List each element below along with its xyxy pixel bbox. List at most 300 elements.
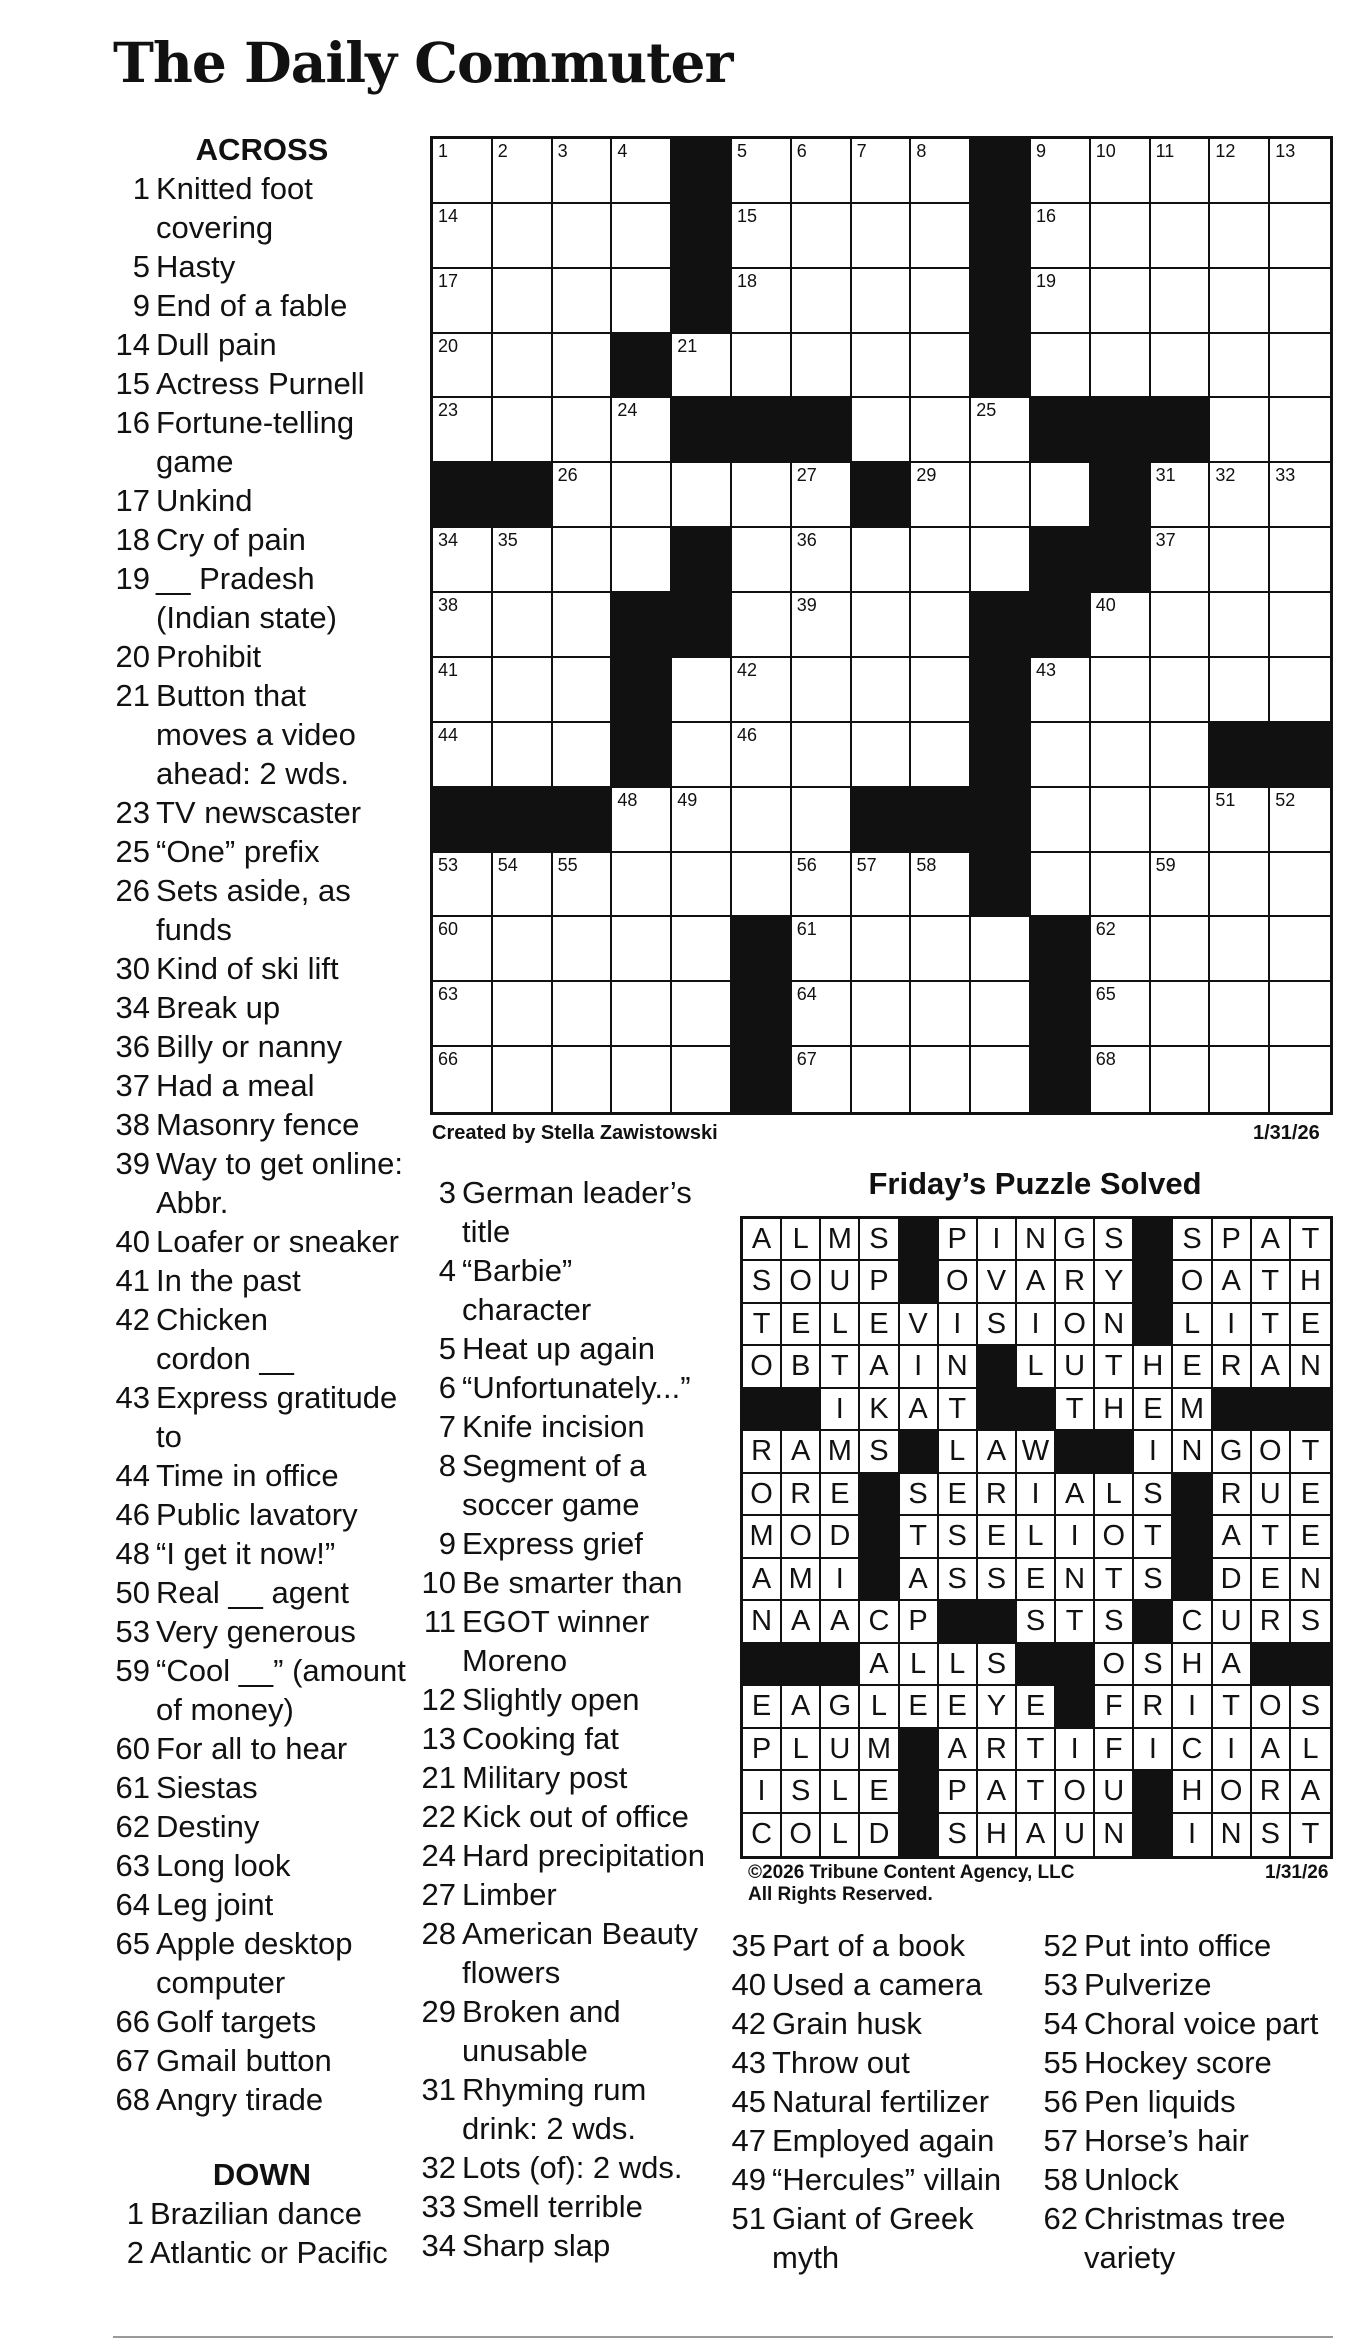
down-clues-col4: [1040, 1926, 1340, 2277]
grid-cell[interactable]: [1270, 398, 1330, 463]
solved-black-square: [1173, 1516, 1212, 1558]
clue-number: 35: [731, 1928, 766, 1963]
grid-cell[interactable]: [852, 658, 912, 723]
grid-cell[interactable]: [1210, 982, 1270, 1047]
grid-cell[interactable]: [1151, 463, 1211, 528]
solved-cell: [782, 1474, 821, 1516]
grid-cell[interactable]: [612, 204, 672, 269]
grid-cell[interactable]: [612, 982, 672, 1047]
clue-text: [462, 1251, 718, 1329]
grid-cell[interactable]: [911, 982, 971, 1047]
grid-cell[interactable]: [1091, 982, 1151, 1047]
grid-cell[interactable]: [792, 723, 852, 788]
grid-cell[interactable]: [1031, 788, 1091, 853]
clue-text: [772, 1926, 1018, 1965]
grid-cell[interactable]: [493, 139, 553, 204]
grid-cell[interactable]: [1270, 334, 1330, 399]
black-square: [672, 269, 732, 334]
grid-cell[interactable]: [1031, 463, 1091, 528]
grid-cell[interactable]: [1270, 658, 1330, 723]
grid-cell[interactable]: [792, 139, 852, 204]
clue-number: 5: [438, 1331, 456, 1366]
clue-text-line: Be smarter than: [462, 1565, 683, 1600]
grid-cell[interactable]: [672, 982, 732, 1047]
grid-cell[interactable]: [1091, 788, 1151, 853]
clue-text: [156, 1651, 412, 1729]
grid-cell[interactable]: [1091, 139, 1151, 204]
grid-cell[interactable]: [911, 334, 971, 399]
grid-cell[interactable]: [493, 593, 553, 658]
clue-text: [462, 1407, 718, 1446]
grid-cell[interactable]: [612, 463, 672, 528]
grid-cell[interactable]: [732, 528, 792, 593]
grid-cell[interactable]: [911, 853, 971, 918]
grid-cell[interactable]: [1270, 269, 1330, 334]
grid-cell[interactable]: [1270, 204, 1330, 269]
grid-cell[interactable]: [553, 1047, 613, 1112]
grid-cell[interactable]: [553, 269, 613, 334]
grid-cell[interactable]: [1151, 593, 1211, 658]
grid-cell[interactable]: [553, 463, 613, 528]
grid-cell[interactable]: [493, 269, 553, 334]
grid-cell[interactable]: [493, 982, 553, 1047]
grid-cell[interactable]: [1091, 853, 1151, 918]
grid-cell[interactable]: [1091, 658, 1151, 723]
grid-cell[interactable]: [1270, 139, 1330, 204]
solved-cell: [1252, 1771, 1291, 1813]
cell-number: 41: [438, 659, 459, 680]
grid-cell[interactable]: [732, 723, 792, 788]
grid-cell[interactable]: [1031, 204, 1091, 269]
solved-black-square: [1056, 1644, 1095, 1686]
solved-black-square: [1134, 1814, 1173, 1856]
solved-cell: [860, 1346, 899, 1388]
grid-cell[interactable]: [1210, 917, 1270, 982]
grid-cell[interactable]: [493, 917, 553, 982]
grid-cell[interactable]: [553, 204, 613, 269]
grid-cell[interactable]: [672, 463, 732, 528]
grid-cell[interactable]: [553, 853, 613, 918]
grid-cell[interactable]: [1031, 139, 1091, 204]
clue-number: 12: [421, 1682, 456, 1717]
grid-cell[interactable]: [1210, 398, 1270, 463]
clue-text: [156, 1534, 412, 1573]
solved-cell: [1213, 1346, 1252, 1388]
grid-cell[interactable]: [1151, 723, 1211, 788]
grid-cell[interactable]: [612, 788, 672, 853]
grid-cell[interactable]: [1031, 334, 1091, 399]
grid-cell[interactable]: [433, 853, 493, 918]
grid-cell[interactable]: [792, 853, 852, 918]
grid-cell[interactable]: [1151, 658, 1211, 723]
grid-cell[interactable]: [732, 269, 792, 334]
clue-item: [728, 1965, 1018, 2004]
solved-letter: L: [949, 1647, 966, 1680]
grid-cell[interactable]: [732, 853, 792, 918]
solved-letter: I: [1031, 1307, 1040, 1340]
solved-letter: S: [869, 1435, 889, 1468]
grid-cell[interactable]: [553, 334, 613, 399]
solved-cell: [1213, 1814, 1252, 1856]
solved-cell: [860, 1261, 899, 1303]
clue-text-line: TV newscaster: [156, 795, 362, 830]
clue-number: 3: [438, 1175, 456, 1210]
cell-number: 19: [1036, 270, 1057, 291]
clue-text-line: Limber: [462, 1877, 557, 1912]
grid-cell[interactable]: [732, 139, 792, 204]
grid-cell[interactable]: [493, 723, 553, 788]
grid-cell[interactable]: [433, 982, 493, 1047]
grid-cell[interactable]: [1270, 788, 1330, 853]
clue-text-line: Loafer or sneaker: [156, 1224, 399, 1259]
solved-letter: D: [1220, 1562, 1242, 1595]
grid-cell[interactable]: [792, 593, 852, 658]
grid-cell[interactable]: [672, 788, 732, 853]
solved-letter: E: [751, 1690, 772, 1723]
grid-cell[interactable]: [672, 1047, 732, 1112]
grid-cell[interactable]: [1031, 723, 1091, 788]
clue-text-line: Gmail button: [156, 2043, 332, 2078]
grid-cell[interactable]: [1270, 528, 1330, 593]
grid-cell[interactable]: [1151, 917, 1211, 982]
grid-cell[interactable]: [433, 398, 493, 463]
clue-text-line: Angry tirade: [156, 2082, 324, 2117]
grid-cell[interactable]: [493, 334, 553, 399]
grid-cell[interactable]: [971, 1047, 1031, 1112]
grid-cell[interactable]: [971, 398, 1031, 463]
grid-cell[interactable]: [792, 463, 852, 528]
solved-letter: V: [908, 1307, 928, 1340]
grid-cell[interactable]: [971, 982, 1031, 1047]
grid-cell[interactable]: [911, 1047, 971, 1112]
cell-number: 2: [497, 141, 508, 161]
solved-black-square: [1056, 1431, 1095, 1473]
clue-text-line: Lots (of): 2 wds.: [462, 2150, 683, 2185]
clue-text: [462, 1836, 718, 1875]
grid-cell[interactable]: [1270, 463, 1330, 528]
clue-text: [156, 325, 412, 364]
grid-cell[interactable]: [852, 917, 912, 982]
grid-cell[interactable]: [1210, 139, 1270, 204]
grid-cell[interactable]: [852, 1047, 912, 1112]
solved-cell: [1056, 1729, 1095, 1771]
grid-cell[interactable]: [1210, 593, 1270, 658]
grid-cell[interactable]: [553, 723, 613, 788]
solved-letter: E: [1300, 1477, 1321, 1510]
clue-text: [156, 481, 412, 520]
grid-cell[interactable]: [1151, 139, 1211, 204]
cell-number: 20: [438, 335, 459, 356]
grid-cell[interactable]: [1031, 658, 1091, 723]
black-square: [672, 398, 732, 463]
grid-cell[interactable]: [433, 528, 493, 593]
black-square: [1031, 1047, 1091, 1112]
clue-number: 22: [421, 1799, 456, 1834]
grid-cell[interactable]: [433, 204, 493, 269]
solved-letter: P: [1221, 1223, 1241, 1255]
grid-cell[interactable]: [1091, 269, 1151, 334]
cell-number: 23: [438, 400, 459, 421]
cell-number: 46: [737, 724, 758, 745]
grid-cell[interactable]: [1151, 334, 1211, 399]
grid-cell[interactable]: [493, 658, 553, 723]
grid-cell[interactable]: [852, 269, 912, 334]
solved-cell: [1095, 1219, 1134, 1261]
clue-item: [728, 2004, 1018, 2043]
grid-cell[interactable]: [1270, 917, 1330, 982]
clue-text-line: “Cool __” (amount: [156, 1653, 406, 1688]
clue-item: [112, 832, 412, 871]
grid-cell[interactable]: [792, 982, 852, 1047]
grid-cell[interactable]: [1210, 334, 1270, 399]
grid-cell[interactable]: [672, 723, 732, 788]
clue-text-line: Cry of pain: [156, 522, 306, 557]
grid-cell[interactable]: [672, 658, 732, 723]
clue-text: [156, 949, 412, 988]
grid-cell[interactable]: [792, 334, 852, 399]
grid-cell[interactable]: [852, 334, 912, 399]
solved-letter: V: [986, 1265, 1007, 1298]
grid-cell[interactable]: [792, 788, 852, 853]
grid-cell[interactable]: [1210, 269, 1270, 334]
grid-cell[interactable]: [433, 139, 493, 204]
cell-number: 8: [916, 141, 927, 161]
grid-cell[interactable]: [553, 982, 613, 1047]
solved-letter: R: [1220, 1477, 1242, 1510]
grid-cell[interactable]: [612, 528, 672, 593]
grid-cell[interactable]: [911, 269, 971, 334]
grid-cell[interactable]: [911, 658, 971, 723]
grid-cell[interactable]: [911, 593, 971, 658]
solved-letter: N: [1299, 1350, 1321, 1383]
cell-number: 1: [438, 141, 449, 161]
clue-item: [418, 1680, 718, 1719]
grid-cell[interactable]: [1151, 269, 1211, 334]
solved-cell: [939, 1261, 978, 1303]
grid-cell[interactable]: [553, 917, 613, 982]
clue-text: [156, 1729, 412, 1768]
solved-letter: S: [791, 1775, 811, 1808]
grid-cell[interactable]: [553, 139, 613, 204]
grid-cell[interactable]: [493, 204, 553, 269]
grid-cell[interactable]: [852, 204, 912, 269]
solved-cell: [743, 1474, 782, 1516]
grid-cell[interactable]: [612, 853, 672, 918]
grid-cell[interactable]: [433, 593, 493, 658]
grid-cell[interactable]: [1151, 204, 1211, 269]
cell-number: 10: [1095, 141, 1116, 161]
grid-cell[interactable]: [911, 139, 971, 204]
grid-cell[interactable]: [1091, 1047, 1151, 1112]
grid-cell[interactable]: [852, 593, 912, 658]
grid-cell[interactable]: [553, 528, 613, 593]
grid-cell[interactable]: [433, 334, 493, 399]
grid-cell[interactable]: [911, 917, 971, 982]
grid-cell[interactable]: [1270, 982, 1330, 1047]
grid-cell[interactable]: [792, 1047, 852, 1112]
grid-cell[interactable]: [612, 269, 672, 334]
grid-cell[interactable]: [911, 528, 971, 593]
clue-item: [112, 1261, 412, 1300]
grid-cell[interactable]: [1151, 788, 1211, 853]
clue-text: [156, 2041, 412, 2080]
grid-cell[interactable]: [433, 658, 493, 723]
grid-cell[interactable]: [1091, 723, 1151, 788]
solved-letter: T: [1104, 1562, 1123, 1595]
clue-item: [112, 325, 412, 364]
solved-letter: B: [791, 1350, 811, 1383]
solved-cell: [1252, 1601, 1291, 1643]
grid-cell[interactable]: [1210, 853, 1270, 918]
grid-cell[interactable]: [612, 1047, 672, 1112]
grid-cell[interactable]: [971, 917, 1031, 982]
solved-letter: T: [830, 1350, 849, 1383]
solved-letter: H: [1103, 1392, 1125, 1425]
grid-cell[interactable]: [792, 269, 852, 334]
solved-cell: [782, 1814, 821, 1856]
grid-cell[interactable]: [493, 1047, 553, 1112]
clue-text: [156, 1378, 412, 1456]
clue-text-line: title: [462, 1214, 511, 1249]
crossword-grid[interactable]: [430, 136, 1333, 1115]
grid-cell[interactable]: [1270, 853, 1330, 918]
clue-item: [1040, 1965, 1340, 2004]
grid-cell[interactable]: [732, 593, 792, 658]
grid-cell[interactable]: [1210, 788, 1270, 853]
grid-cell[interactable]: [852, 982, 912, 1047]
grid-cell[interactable]: [792, 528, 852, 593]
grid-cell[interactable]: [911, 723, 971, 788]
solved-letter: O: [1063, 1307, 1086, 1340]
grid-cell[interactable]: [612, 398, 672, 463]
grid-cell[interactable]: [852, 528, 912, 593]
solved-letter: U: [1064, 1817, 1086, 1850]
grid-cell[interactable]: [792, 658, 852, 723]
solved-letter: L: [831, 1307, 848, 1340]
grid-cell[interactable]: [612, 917, 672, 982]
grid-cell[interactable]: [971, 528, 1031, 593]
clue-text: [462, 2187, 718, 2226]
solved-cell: [1017, 1601, 1056, 1643]
solved-letter: S: [1182, 1223, 1202, 1255]
grid-cell[interactable]: [732, 334, 792, 399]
cell-number: 66: [438, 1049, 459, 1070]
grid-cell[interactable]: [852, 723, 912, 788]
cell-number: 26: [557, 465, 578, 486]
grid-cell[interactable]: [732, 658, 792, 723]
grid-cell[interactable]: [1031, 853, 1091, 918]
solved-letter: A: [1260, 1350, 1280, 1383]
grid-cell[interactable]: [1091, 593, 1151, 658]
solved-letter: A: [1221, 1520, 1241, 1553]
solved-letter: W: [1021, 1435, 1050, 1468]
clue-number: 32: [421, 2150, 456, 2185]
grid-cell[interactable]: [1151, 528, 1211, 593]
grid-cell[interactable]: [852, 398, 912, 463]
clue-number: 7: [438, 1409, 456, 1444]
grid-cell[interactable]: [1270, 1047, 1330, 1112]
solved-cell: [1017, 1814, 1056, 1856]
solved-letter: R: [1220, 1350, 1242, 1383]
clue-number: 50: [115, 1575, 150, 1610]
solved-cell: [1095, 1346, 1134, 1388]
grid-cell[interactable]: [672, 853, 732, 918]
solved-black-square: [900, 1431, 939, 1473]
grid-cell[interactable]: [493, 853, 553, 918]
grid-cell[interactable]: [1091, 917, 1151, 982]
grid-cell[interactable]: [1091, 204, 1151, 269]
grid-cell[interactable]: [433, 1047, 493, 1112]
grid-cell[interactable]: [433, 269, 493, 334]
grid-cell[interactable]: [732, 463, 792, 528]
grid-cell[interactable]: [911, 398, 971, 463]
grid-cell[interactable]: [1151, 853, 1211, 918]
grid-cell[interactable]: [553, 658, 613, 723]
cell-number: 16: [1036, 205, 1057, 226]
grid-cell[interactable]: [911, 463, 971, 528]
grid-cell[interactable]: [1210, 204, 1270, 269]
solved-letter: U: [1259, 1477, 1281, 1510]
solved-cell: [1291, 1304, 1330, 1346]
solved-letter: R: [751, 1435, 773, 1468]
grid-cell[interactable]: [672, 917, 732, 982]
solved-letter: E: [1182, 1350, 1202, 1383]
solved-letter: E: [908, 1690, 928, 1723]
clue-item: [418, 1368, 718, 1407]
grid-cell[interactable]: [732, 788, 792, 853]
grid-cell[interactable]: [732, 204, 792, 269]
grid-cell[interactable]: [433, 723, 493, 788]
puzzle-credit: Created by Stella Zawistowski: [432, 1122, 718, 1144]
grid-cell[interactable]: [792, 917, 852, 982]
grid-cell[interactable]: [1151, 1047, 1211, 1112]
clue-number: 39: [115, 1146, 150, 1181]
grid-cell[interactable]: [971, 463, 1031, 528]
clue-text: [156, 1612, 412, 1651]
clue-text: [462, 2226, 718, 2265]
cell-number: 68: [1095, 1049, 1116, 1070]
grid-cell[interactable]: [1270, 593, 1330, 658]
grid-cell[interactable]: [612, 139, 672, 204]
cell-number: 13: [1275, 141, 1296, 161]
grid-cell[interactable]: [553, 398, 613, 463]
grid-cell[interactable]: [1091, 334, 1151, 399]
clue-text: [156, 169, 412, 247]
grid-cell[interactable]: [1210, 1047, 1270, 1112]
grid-cell[interactable]: [1151, 982, 1211, 1047]
grid-cell[interactable]: [433, 917, 493, 982]
grid-cell[interactable]: [1210, 658, 1270, 723]
grid-cell[interactable]: [1031, 269, 1091, 334]
solved-cell: [939, 1304, 978, 1346]
grid-cell[interactable]: [553, 593, 613, 658]
grid-cell[interactable]: [852, 853, 912, 918]
solved-letter: E: [869, 1775, 889, 1808]
grid-cell[interactable]: [493, 528, 553, 593]
grid-cell[interactable]: [1210, 463, 1270, 528]
solved-letter: U: [1220, 1605, 1242, 1638]
grid-cell[interactable]: [911, 204, 971, 269]
grid-cell[interactable]: [493, 398, 553, 463]
solved-cell: [1095, 1516, 1134, 1558]
solved-cell: [821, 1559, 860, 1601]
grid-cell[interactable]: [672, 334, 732, 399]
solved-cell: [1213, 1601, 1252, 1643]
clue-item: [418, 1524, 718, 1563]
grid-cell[interactable]: [1210, 528, 1270, 593]
grid-cell[interactable]: [852, 139, 912, 204]
grid-cell[interactable]: [792, 204, 852, 269]
